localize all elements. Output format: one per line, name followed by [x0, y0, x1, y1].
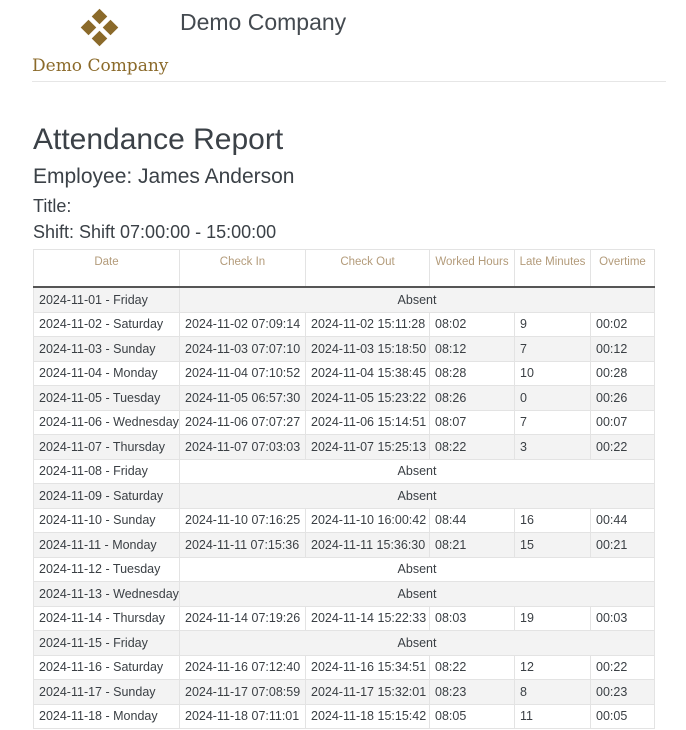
cell-date: 2024-11-08 - Friday — [34, 459, 180, 484]
cell-date: 2024-11-03 - Sunday — [34, 337, 180, 362]
table-row — [34, 361, 655, 386]
table-row — [34, 606, 655, 631]
cell-absent-status: Absent — [180, 484, 655, 509]
cell-date: 2024-11-15 - Friday — [34, 631, 180, 656]
cell-worked-hours: 08:21 — [430, 533, 515, 558]
cell-overtime: 00:12 — [591, 337, 655, 362]
cell-overtime: 00:22 — [591, 655, 655, 680]
column-header-late-minutes: Late Minutes — [515, 250, 591, 288]
cell-absent-status: Absent — [180, 631, 655, 656]
cell-late-minutes: 7 — [515, 410, 591, 435]
cell-late-minutes: 8 — [515, 680, 591, 705]
cell-check-in: 2024-11-06 07:07:27 — [180, 410, 306, 435]
cell-overtime: 00:05 — [591, 704, 655, 729]
table-row — [34, 459, 655, 484]
cell-worked-hours: 08:28 — [430, 361, 515, 386]
cell-absent-status: Absent — [180, 459, 655, 484]
cell-check-in: 2024-11-07 07:03:03 — [180, 435, 306, 460]
table-row — [34, 386, 655, 411]
cell-date: 2024-11-05 - Tuesday — [34, 386, 180, 411]
cell-date: 2024-11-18 - Monday — [34, 704, 180, 729]
table-row — [34, 484, 655, 509]
table-row — [34, 680, 655, 705]
cell-check-out: 2024-11-16 15:34:51 — [306, 655, 430, 680]
cell-date: 2024-11-11 - Monday — [34, 533, 180, 558]
cell-late-minutes: 7 — [515, 337, 591, 362]
cell-date: 2024-11-06 - Wednesday — [34, 410, 180, 435]
cell-check-out: 2024-11-17 15:32:01 — [306, 680, 430, 705]
cell-late-minutes: 0 — [515, 386, 591, 411]
cell-overtime: 00:03 — [591, 606, 655, 631]
attendance-table — [33, 249, 655, 729]
column-header-worked-hours: Worked Hours — [430, 250, 515, 288]
cell-overtime: 00:44 — [591, 508, 655, 533]
cell-worked-hours: 08:12 — [430, 337, 515, 362]
cell-late-minutes: 12 — [515, 655, 591, 680]
cell-check-in: 2024-11-18 07:11:01 — [180, 704, 306, 729]
table-row — [34, 337, 655, 362]
table-row — [34, 312, 655, 337]
column-header-overtime: Overtime — [591, 250, 655, 288]
cell-check-out: 2024-11-10 16:00:42 — [306, 508, 430, 533]
cell-check-in: 2024-11-04 07:10:52 — [180, 361, 306, 386]
table-row — [34, 287, 655, 312]
cell-check-out: 2024-11-07 15:25:13 — [306, 435, 430, 460]
cell-check-out: 2024-11-18 15:15:42 — [306, 704, 430, 729]
table-row — [34, 704, 655, 729]
cell-worked-hours: 08:05 — [430, 704, 515, 729]
cell-check-out: 2024-11-06 15:14:51 — [306, 410, 430, 435]
cell-overtime: 00:02 — [591, 312, 655, 337]
cell-worked-hours: 08:22 — [430, 655, 515, 680]
cell-check-out: 2024-11-04 15:38:45 — [306, 361, 430, 386]
table-row — [34, 582, 655, 607]
cell-check-in: 2024-11-10 07:16:25 — [180, 508, 306, 533]
cell-worked-hours: 08:23 — [430, 680, 515, 705]
cell-check-out: 2024-11-14 15:22:33 — [306, 606, 430, 631]
cell-late-minutes: 11 — [515, 704, 591, 729]
cell-overtime: 00:23 — [591, 680, 655, 705]
cell-late-minutes: 16 — [515, 508, 591, 533]
cell-check-in: 2024-11-14 07:19:26 — [180, 606, 306, 631]
cell-overtime: 00:07 — [591, 410, 655, 435]
cell-date: 2024-11-10 - Sunday — [34, 508, 180, 533]
cell-late-minutes: 19 — [515, 606, 591, 631]
logo-text: Demo Company — [32, 56, 169, 76]
cell-check-out: 2024-11-11 15:36:30 — [306, 533, 430, 558]
page-header — [0, 0, 686, 82]
table-row — [34, 533, 655, 558]
cell-date: 2024-11-09 - Saturday — [34, 484, 180, 509]
cell-date: 2024-11-14 - Thursday — [34, 606, 180, 631]
cell-absent-status: Absent — [180, 287, 655, 312]
cell-check-out: 2024-11-02 15:11:28 — [306, 312, 430, 337]
employee-title: Title: — [33, 196, 72, 216]
column-header-check-in: Check In — [180, 250, 306, 288]
cell-date: 2024-11-12 - Tuesday — [34, 557, 180, 582]
cell-date: 2024-11-07 - Thursday — [34, 435, 180, 460]
cell-date: 2024-11-13 - Wednesday — [34, 582, 180, 607]
cell-date: 2024-11-04 - Monday — [34, 361, 180, 386]
cell-worked-hours: 08:07 — [430, 410, 515, 435]
cell-worked-hours: 08:44 — [430, 508, 515, 533]
cell-check-in: 2024-11-02 07:09:14 — [180, 312, 306, 337]
cell-date: 2024-11-02 - Saturday — [34, 312, 180, 337]
cell-late-minutes: 15 — [515, 533, 591, 558]
shift-info: Shift: Shift 07:00:00 - 15:00:00 — [33, 222, 277, 242]
cell-late-minutes: 3 — [515, 435, 591, 460]
cell-check-in: 2024-11-11 07:15:36 — [180, 533, 306, 558]
table-row — [34, 410, 655, 435]
diamond-logo-icon — [77, 8, 123, 54]
cell-check-in: 2024-11-16 07:12:40 — [180, 655, 306, 680]
employee-name: Employee: James Anderson — [33, 165, 295, 188]
table-row — [34, 631, 655, 656]
cell-check-out: 2024-11-03 15:18:50 — [306, 337, 430, 362]
table-header-row — [34, 250, 655, 288]
cell-worked-hours: 08:22 — [430, 435, 515, 460]
header-divider — [32, 81, 666, 82]
cell-overtime: 00:22 — [591, 435, 655, 460]
table-row — [34, 435, 655, 460]
cell-overtime: 00:26 — [591, 386, 655, 411]
cell-overtime: 00:28 — [591, 361, 655, 386]
cell-late-minutes: 10 — [515, 361, 591, 386]
cell-date: 2024-11-16 - Saturday — [34, 655, 180, 680]
table-row — [34, 557, 655, 582]
cell-check-in: 2024-11-03 07:07:10 — [180, 337, 306, 362]
cell-check-out: 2024-11-05 15:23:22 — [306, 386, 430, 411]
column-header-check-out: Check Out — [306, 250, 430, 288]
table-row — [34, 508, 655, 533]
cell-worked-hours: 08:26 — [430, 386, 515, 411]
cell-worked-hours: 08:02 — [430, 312, 515, 337]
company-name: Demo Company — [180, 9, 347, 35]
cell-late-minutes: 9 — [515, 312, 591, 337]
table-row — [34, 655, 655, 680]
cell-absent-status: Absent — [180, 582, 655, 607]
cell-date: 2024-11-01 - Friday — [34, 287, 180, 312]
cell-absent-status: Absent — [180, 557, 655, 582]
company-logo — [32, 6, 172, 78]
cell-check-in: 2024-11-17 07:08:59 — [180, 680, 306, 705]
cell-date: 2024-11-17 - Sunday — [34, 680, 180, 705]
cell-worked-hours: 08:03 — [430, 606, 515, 631]
report-title: Attendance Report — [33, 123, 284, 156]
cell-overtime: 00:21 — [591, 533, 655, 558]
cell-check-in: 2024-11-05 06:57:30 — [180, 386, 306, 411]
column-header-date: Date — [34, 250, 180, 288]
